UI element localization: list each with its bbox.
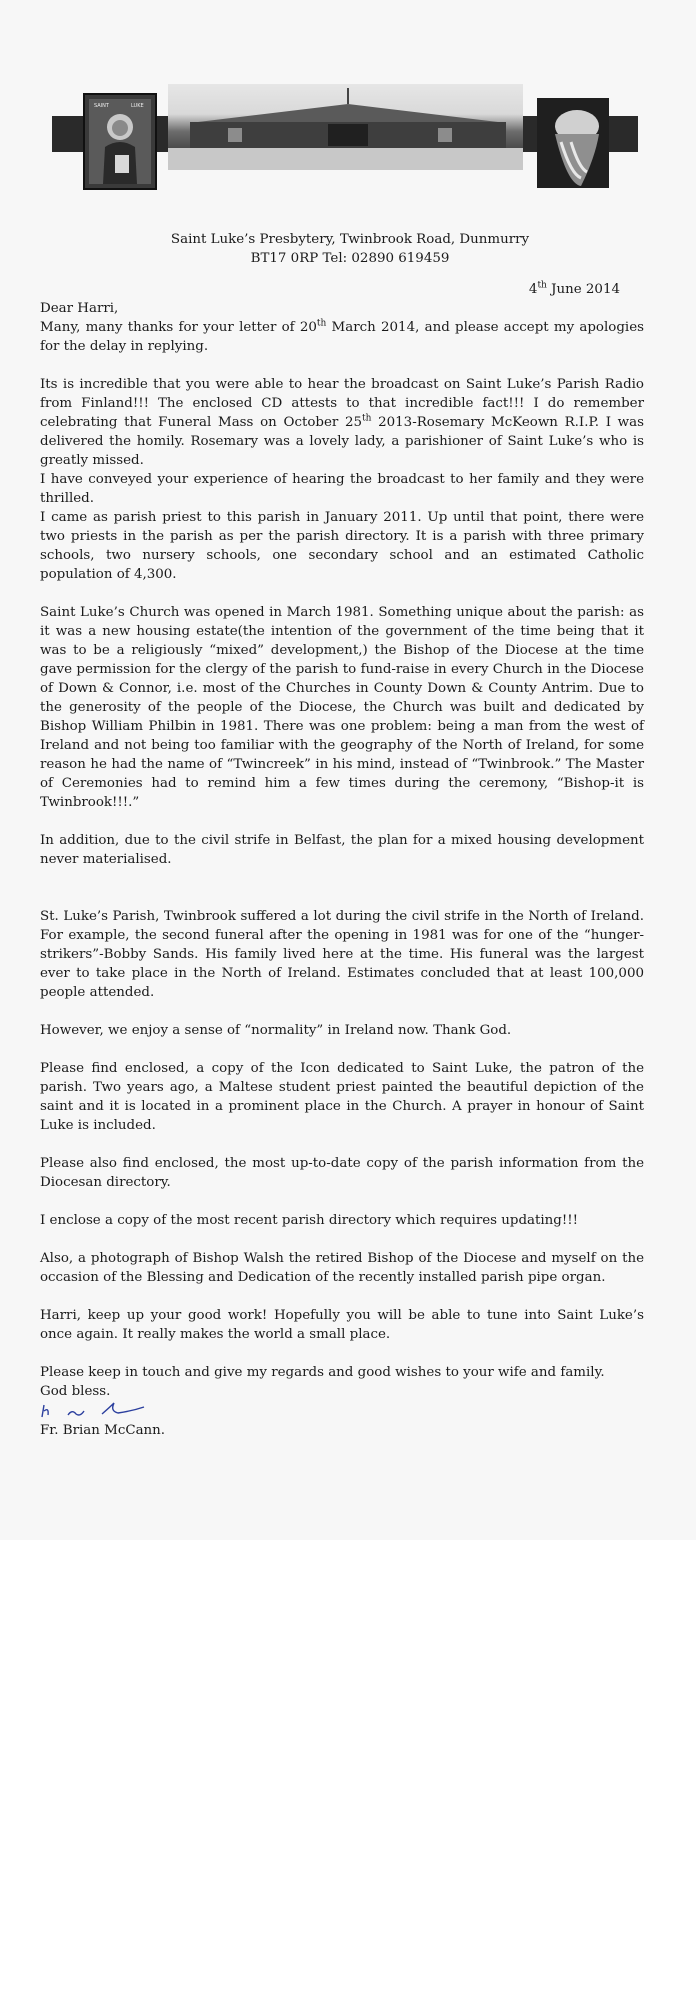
paragraph-12: Also, a photograph of Bishop Walsh the retired Bishop of the Diocese and myself on the occasion of the Blessing and Dedication of the recently installed parish pipe organ. [40,1251,644,1285]
salutation: Dear Harri, [40,301,119,316]
saint-luke-icon [83,93,157,190]
date-suffix: th [537,280,547,291]
paragraph-13: Harri, keep up your good work! Hopefully you will be able to tune into Saint Luke’s once again. It really makes the world a small place. [40,1308,644,1342]
icon-caption-right: LUKE [131,103,144,109]
handwritten-signature [40,1401,644,1421]
paragraph-2-a: Its is incredible that you were able to hear the broadcast on Saint Luke’s Parish Radio from Finland!!! The enclosed CD attests to that incredible fact!!! I do remember celebrating that Funeral Mass on October 25 [40,377,644,430]
paragraph-6: In addition, due to the civil strife in Belfast, the plan for a mixed housing development never materialised. [40,833,644,867]
paragraph-4: I came as parish priest to this parish in January 2011. Up until that point, there were two priests in the parish as per the parish directory. It is a parish with three primary schools, two nursery schools, one secondary school and an estimated Catholic population of 4,300. [40,510,644,582]
letter-body [40,230,644,1440]
paragraph-11: I enclose a copy of the most recent parish directory which requires updating!!! [40,1213,579,1228]
date-rest: June 2014 [546,282,620,297]
paragraph-3: I have conveyed your experience of hearing the broadcast to her family and they were thrilled. [40,472,644,506]
paragraph-1 [40,318,644,356]
paragraph-9: Please find enclosed, a copy of the Icon dedicated to Saint Luke, the patron of the parish. Two years ago, a Maltese student priest painted the beautiful depiction of the saint and it is located in a prominent place in the Church. A prayer in honour of Saint Luke is included. [40,1061,644,1133]
paragraph-5: Saint Luke’s Church was opened in March 1981. Something unique about the parish: as it was a new housing estate(the intention of the government of the time being that it was to be a religiously “mixed” development,) the Bishop of the Diocese at the time gave permission for the clergy of the parish to fund-raise in every Church in the Diocese of Down & Connor, i.e. most of the Churches in County Down & County Antrim. Due to the generosity of the people of the Diocese, the Church was built and dedicated by Bishop William Philbin in 1981. There was one problem: being a man from the west of Ireland and not being too familiar with the geography of the North of Ireland, for some reason he had the name of “Twincreek” in his mind, instead of “Twinbrook.” The Master of Ceremonies had to remind him a few times during the ceremony, “Bishop-it is Twinbrook!!!.” [40,605,644,810]
church-photo [168,84,523,170]
paragraph-1-sup: th [316,318,327,329]
paragraph-8: However, we enjoy a sense of “normality” in Ireland now. Thank God. [40,1023,512,1038]
paragraph-1-b: March 2014, and please accept my apologies for the delay in replying. [40,320,644,354]
paragraph-2 [40,375,644,470]
paragraph-14: Please keep in touch and give my regards and good wishes to your wife and family. [40,1365,605,1380]
paragraph-10: Please also find enclosed, the most up-to-date copy of the parish information from the Diocesan directory. [40,1156,644,1190]
icon-caption-left: SAINT [94,103,109,109]
letter-date [40,280,620,299]
address-line-1: Saint Luke’s Presbytery, Twinbrook Road, Dunmurry [170,232,530,247]
paragraph-2-b: 2013-Rosemary McKeown R.I.P. I was delivered the homily. Rosemary was a lovely lady, a parishioner of Saint Luke’s who is greatly missed. [40,415,644,468]
closing: God bless. [40,1384,111,1399]
paragraph-2-sup: th [362,413,372,424]
paragraph-1-a: Many, many thanks for your letter of 20 [40,320,317,335]
carving-image [537,98,609,188]
signature-name: Fr. Brian McCann. [40,1423,166,1438]
presbytery-address [56,230,644,268]
date-day: 4 [528,282,538,297]
address-line-2: BT17 0RP Tel: 02890 619459 [250,251,450,266]
paragraph-7: St. Luke’s Parish, Twinbrook suffered a lot during the civil strife in the North of Ireland. For example, the second funeral after the opening in 1981 was for one of the “hunger-strikers”-Bobby Sands. His family lived here at the time. His funeral was the largest ever to take place in the North of Ireland. Estimates concluded that at least 100,000 people attended. [40,909,644,1000]
